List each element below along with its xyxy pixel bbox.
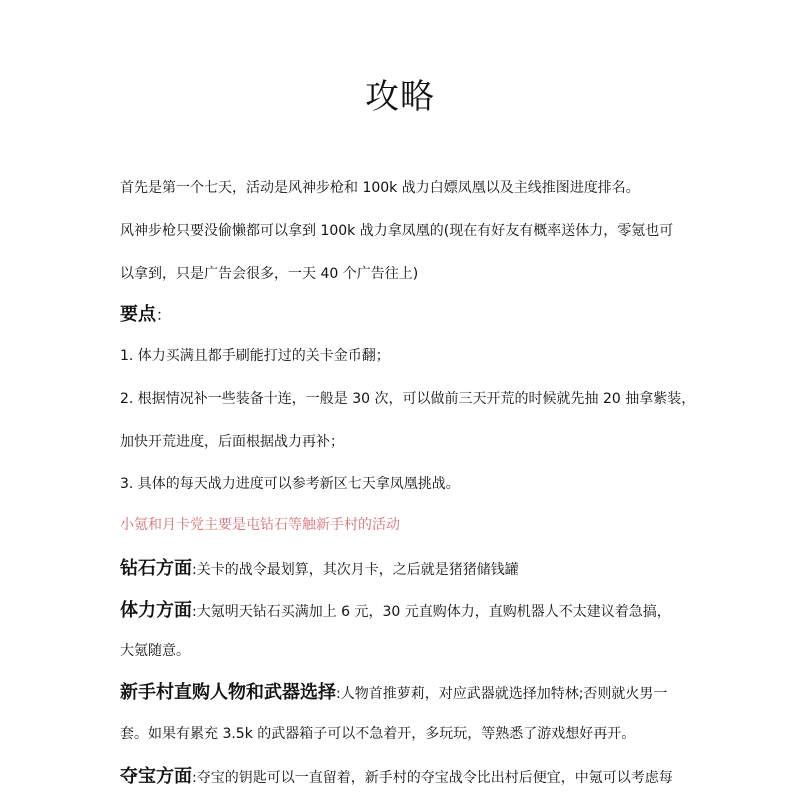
key-point-2-line-2: 加快开荒进度，后面根据战力再补； [120,434,344,450]
note-text: 小氪和月卡党主要是屯钻石等触新手村的活动 [120,517,400,533]
newbie-section [120,679,667,708]
key-points-heading-colon: ： [156,306,172,324]
key-points-heading-label: 要点 [120,304,156,325]
intro-line-3: 以拿到，只是广告会很多，一天 40 个广告往上) [120,266,419,282]
treasure-label: 夺宝方面 [120,766,192,787]
intro-line-2: 风神步枪只要没偷懒都可以拿到 100k 战力拿凤凰的(现在有好友有概率送体力，零氪也可 [120,223,674,239]
treasure-text: :夺宝的钥匙可以一直留着，新手村的夺宝战令比出村后便宜，中氪可以考虑每 [192,770,673,786]
stamina-text-line-2: 大氪随意。 [120,643,190,659]
diamond-text: :关卡的战令最划算，其次月卡，之后就是猪猪储钱罐 [192,562,519,578]
key-point-1: 1. 体力买满且都手刷能打过的关卡金币翻； [120,348,390,364]
key-point-2-line-1: 2. 根据情况补一些装备十连，一般是 30 次，可以做前三天开荒的时候就先抽 20 抽拿紫装， [120,391,696,407]
intro-line-1: 首先是第一个七天，活动是风神步枪和 100k 战力白嫖凤凰以及主线推图进度排名。 [120,180,640,196]
page-title: 攻略 [365,77,435,117]
diamond-section [120,555,519,584]
newbie-text: :人物首推萝莉，对应武器就选择加特林;否则就火男一 [336,686,668,702]
stamina-label: 体力方面 [120,600,192,621]
key-point-3: 3. 具体的每天战力进度可以参考新区七天拿凤凰挑战。 [120,476,460,492]
key-points-heading [120,302,171,328]
stamina-section [120,597,671,626]
stamina-text: :大氪明天钻石买满加上 6 元，30 元直购体力，直购机器人不太建议着急搞， [192,604,671,620]
newbie-label: 新手村直购人物和武器选择 [120,682,336,703]
treasure-section [120,763,673,792]
diamond-label: 钻石方面 [120,558,192,579]
newbie-text-line-2: 套。如果有累充 3.5k 的武器箱子可以不急着开，多玩玩，等熟悉了游戏想好再开。 [120,726,636,742]
